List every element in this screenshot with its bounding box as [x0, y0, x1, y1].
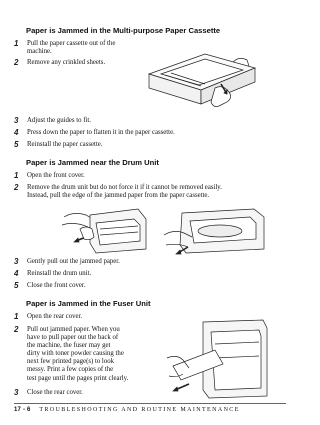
drum-step-1: [14, 172, 85, 180]
drum-step-2: [14, 184, 222, 200]
cassette-step-3: [14, 117, 91, 125]
step-text: Adjust the guides to fit.: [27, 117, 91, 124]
step-text: Gently pull out the jammed paper.: [27, 258, 120, 265]
step-number: 3: [14, 388, 19, 397]
drum-paper-pull-illustration: [160, 205, 268, 257]
drum-step-4: [14, 270, 91, 278]
fuser-rear-cover-illustration: [163, 318, 271, 400]
step-number: 2: [14, 58, 19, 67]
step-number: 1: [14, 39, 19, 48]
step-text: Reinstall the paper cassette.: [27, 141, 103, 148]
step-number: 3: [14, 116, 19, 125]
step-number: 3: [14, 257, 19, 266]
chapter-title: TROUBLESHOOTING AND ROUTINE MAINTENANCE: [39, 407, 240, 413]
step-text: Close the rear cover.: [27, 389, 83, 396]
page-footer: [14, 407, 240, 413]
cassette-step-4: [14, 129, 175, 137]
fuser-step-2: [14, 326, 128, 383]
step-text: Open the rear cover.: [27, 313, 83, 320]
step-number: 1: [14, 312, 19, 321]
cassette-step-1: [14, 40, 115, 56]
step-text: Pull out jammed paper. When you have to pull paper out the back of the machine, the fuser may get dirty with toner powder causing the next few printed page(s) to look messy. Print a few copies of the test page until the pages print clearly.: [27, 326, 129, 382]
step-number: 5: [14, 281, 19, 290]
footer-rule: [14, 403, 286, 404]
fuser-step-3: [14, 389, 83, 397]
step-number: 4: [14, 128, 19, 137]
section-title-fuser: Paper is Jammed in the Fuser Unit: [26, 299, 151, 308]
section-title-cassette: Paper is Jammed in the Multi-purpose Paper Cassette: [26, 26, 221, 35]
step-number: 1: [14, 171, 19, 180]
step-number: 2: [14, 325, 19, 334]
step-number: 4: [14, 269, 19, 278]
paper-cassette-illustration: [143, 44, 263, 114]
cassette-step-2: [14, 59, 105, 67]
step-text: Pull the paper cassette out of the machine.: [27, 40, 116, 56]
step-text: Close the front cover.: [27, 282, 86, 289]
step-text: Open the front cover.: [27, 172, 85, 179]
step-text: Remove the drum unit but do not force it if it cannot be removed easily. Instead, pull the edge of the jammed paper from the paper cassette.: [27, 184, 222, 200]
step-number: 2: [14, 183, 19, 192]
page-number: 17 - 6: [14, 407, 31, 413]
drum-removal-illustration: [60, 205, 150, 255]
section-title-drum: Paper is Jammed near the Drum Unit: [26, 158, 159, 167]
cassette-step-5: [14, 141, 103, 149]
step-number: 5: [14, 140, 19, 149]
step-text: Remove any crinkled sheets.: [27, 59, 106, 66]
fuser-step-1: [14, 313, 82, 321]
step-text: Press down the paper to flatten it in the paper cassette.: [27, 129, 175, 136]
drum-step-5: [14, 282, 86, 290]
step-text: Reinstall the drum unit.: [27, 270, 92, 277]
drum-step-3: [14, 258, 120, 266]
